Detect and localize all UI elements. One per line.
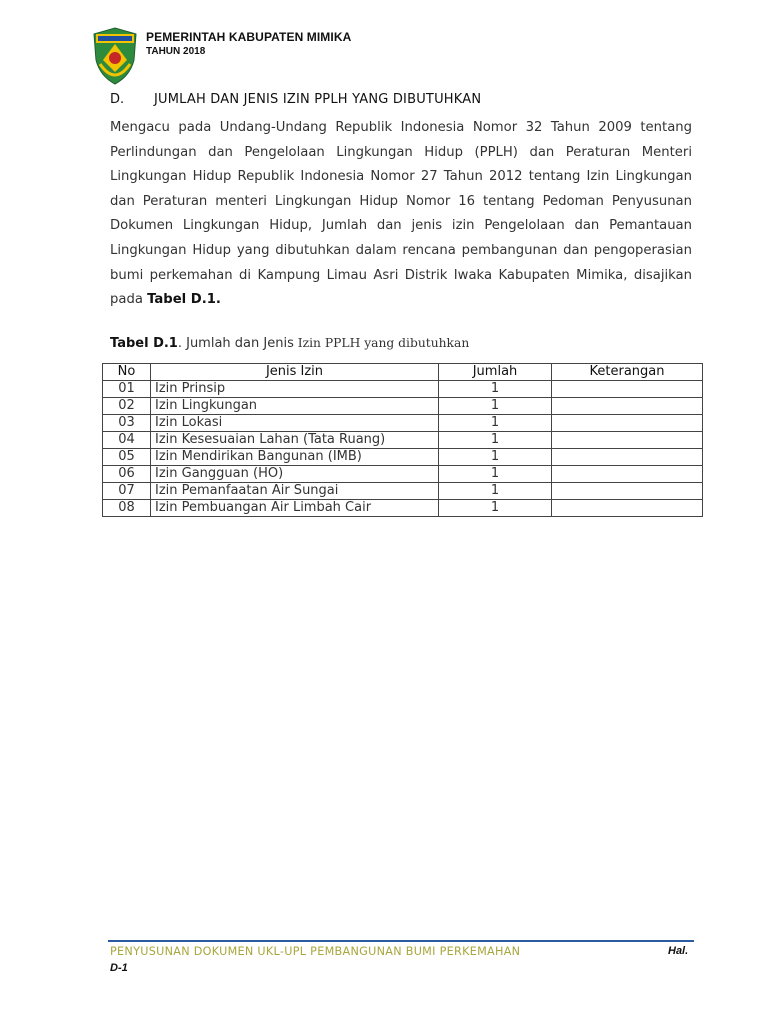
table-row: [103, 432, 703, 449]
header-jumlah: Jumlah: [439, 364, 552, 381]
section-letter: D.: [110, 92, 125, 107]
footer-rule: [108, 940, 694, 942]
cell-keterangan: [552, 500, 703, 517]
table-row: [103, 398, 703, 415]
permits-table: [102, 363, 703, 517]
cell-no: 01: [103, 381, 151, 398]
cell-jumlah: 1: [439, 398, 552, 415]
cell-keterangan: [552, 381, 703, 398]
cell-no: 06: [103, 466, 151, 483]
government-name: PEMERINTAH KABUPATEN MIMIKA: [146, 30, 352, 44]
cell-jumlah: 1: [439, 466, 552, 483]
cell-keterangan: [552, 449, 703, 466]
cell-jumlah: 1: [439, 483, 552, 500]
caption-text-1: . Jumlah dan Jenis: [177, 336, 294, 351]
cell-jumlah: 1: [439, 415, 552, 432]
cell-jumlah: 1: [439, 500, 552, 517]
cell-no: 04: [103, 432, 151, 449]
header-jenis-izin: Jenis Izin: [151, 364, 439, 381]
table-row: [103, 381, 703, 398]
table-row: [103, 415, 703, 432]
table-row: [103, 449, 703, 466]
cell-jenis-izin: Izin Pembuangan Air Limbah Cair: [151, 500, 439, 517]
table-row: [103, 483, 703, 500]
header-block: [146, 30, 351, 57]
cell-keterangan: [552, 415, 703, 432]
caption-text-2: Izin PPLH yang dibutuhkan: [293, 336, 470, 350]
table-row: [103, 466, 703, 483]
document-year: TAHUN 2018: [146, 46, 206, 57]
cell-no: 05: [103, 449, 151, 466]
mimika-emblem-icon: [90, 26, 140, 86]
cell-no: 08: [103, 500, 151, 517]
cell-keterangan: [552, 398, 703, 415]
cell-jumlah: 1: [439, 432, 552, 449]
section-title: JUMLAH DAN JENIS IZIN PPLH YANG DIBUTUHKAN: [154, 92, 482, 107]
table-reference: Tabel D.1.: [147, 292, 221, 308]
cell-no: 02: [103, 398, 151, 415]
table-row: [103, 500, 703, 517]
cell-jenis-izin: Izin Mendirikan Bangunan (IMB): [151, 449, 439, 466]
cell-jenis-izin: Izin Lingkungan: [151, 398, 439, 415]
cell-keterangan: [552, 483, 703, 500]
paragraph-text: Mengacu pada Undang-Undang Republik Indonesia Nomor 32 Tahun 2009 tentang Perlindungan dan Pengelolaan Lingkungan Hidup (PPLH) dan Peraturan Menteri Lingkungan Hidup Republik Indonesia Nomor 27 Tahun 2012 tentang Izin Lingkungan dan Peraturan menteri Lingkungan Hidup Nomor 16 tentang Pedoman Penyusunan Dokumen Lingkungan Hidup, Jumlah dan jenis izin Pengelolaan dan Pemantauan Lingkungan Hidup yang dibutuhkan dalam rencana pembangunan dan pengoperasian bumi perkemahan di Kampung Limau Asri Distrik Iwaka Kabupaten Mimika, disajikan pada: [110, 120, 692, 308]
body-paragraph: [110, 116, 692, 313]
cell-keterangan: [552, 432, 703, 449]
table-header-row: [103, 364, 703, 381]
header-keterangan: Keterangan: [552, 364, 703, 381]
header-no: No: [103, 364, 151, 381]
cell-jumlah: 1: [439, 449, 552, 466]
footer-page-number: D-1: [110, 962, 128, 974]
table-caption: [110, 336, 469, 351]
cell-keterangan: [552, 466, 703, 483]
cell-jenis-izin: Izin Kesesuaian Lahan (Tata Ruang): [151, 432, 439, 449]
cell-no: 03: [103, 415, 151, 432]
mimika-regency-logo: [90, 26, 140, 86]
caption-label: Tabel D.1: [110, 336, 178, 351]
footer-title: PENYUSUNAN DOKUMEN UKL-UPL PEMBANGUNAN BUMI PERKEMAHAN: [110, 945, 521, 958]
cell-jenis-izin: Izin Gangguan (HO): [151, 466, 439, 483]
cell-jenis-izin: Izin Lokasi: [151, 415, 439, 432]
cell-no: 07: [103, 483, 151, 500]
cell-jumlah: 1: [439, 381, 552, 398]
footer-hal-label: Hal.: [668, 945, 689, 957]
cell-jenis-izin: Izin Pemanfaatan Air Sungai: [151, 483, 439, 500]
cell-jenis-izin: Izin Prinsip: [151, 381, 439, 398]
